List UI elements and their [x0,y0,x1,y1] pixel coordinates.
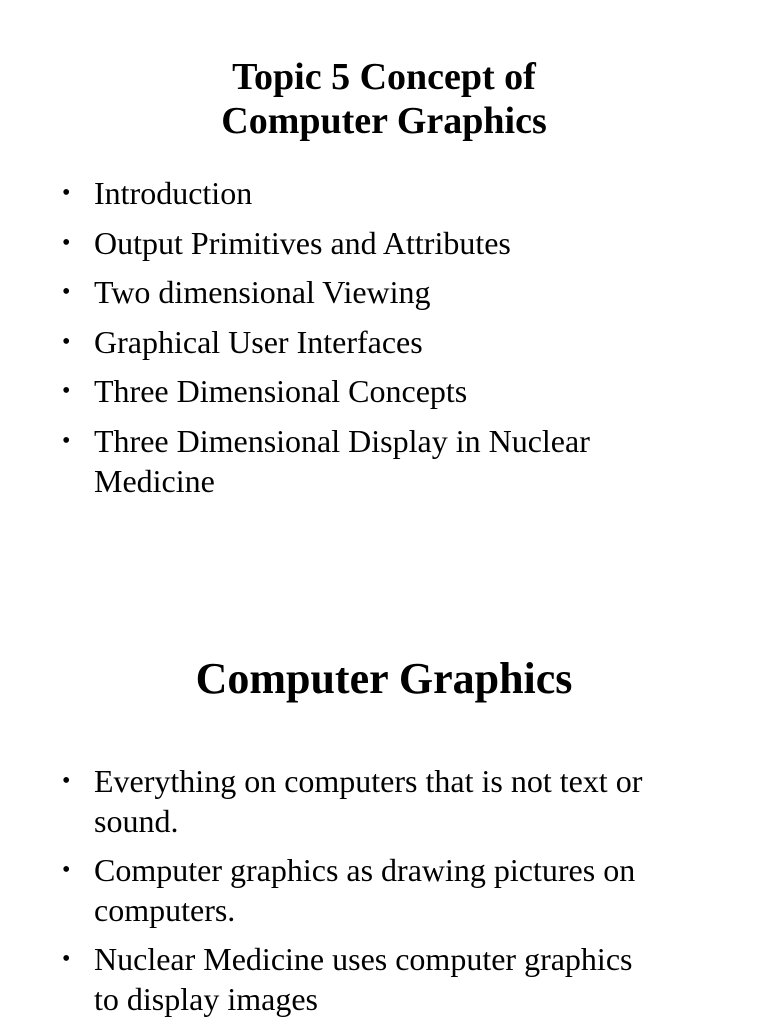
slide-title [0,55,768,143]
list-item-line: Computer graphics as drawing pictures on [94,852,636,888]
list-item-line: Medicine [94,462,215,499]
list-item-line: Output Primitives and Attributes [94,224,511,261]
bullet-icon: • [62,229,71,256]
list-item [0,371,590,411]
list-item-text [94,421,590,501]
bullet-list [0,173,590,510]
bullet-icon: • [62,427,71,454]
slide-title-line: Topic 5 Concept of [232,56,536,98]
list-item-line: sound. [94,803,179,839]
list-item [0,272,590,312]
list-item-text [94,223,590,263]
list-item-line: Everything on computers that is not text or [94,763,643,799]
list-item [0,939,642,1019]
list-item-text [94,761,642,841]
list-item-line: computers. [94,892,236,928]
bullet-icon: • [62,378,71,404]
list-item [0,421,590,501]
bullet-icon: • [62,180,71,206]
bullet-icon: • [62,279,71,305]
slide-topic-5 [0,0,768,512]
list-item-text [94,850,642,930]
bullet-list [0,761,642,1028]
list-item-line: Three Dimensional Concepts [94,373,468,409]
slide-title: Computer Graphics [195,654,573,703]
list-item [0,322,590,362]
list-item [0,173,590,213]
slide-title-line: Computer Graphics [221,100,547,142]
list-item [0,850,642,930]
list-item-line: Three Dimensional Display in Nuclear [94,422,590,459]
list-item-line: Two dimensional Viewing [94,274,431,310]
list-item [0,761,642,841]
list-item-text [94,322,590,362]
list-item-text [94,272,590,312]
bullet-icon: • [62,857,71,883]
slide-computer-graphics [0,512,768,1024]
list-item-text [94,939,642,1019]
bullet-icon: • [62,768,71,794]
list-item-text [94,371,590,411]
list-item [0,223,590,263]
bullet-icon: • [62,328,71,355]
list-item-line: to display images [94,981,318,1017]
bullet-icon: • [62,946,71,972]
list-item-text [94,173,590,213]
list-item-line: Graphical User Interfaces [94,323,423,360]
list-item-line: Nuclear Medicine uses computer graphics [94,941,633,977]
list-item-line: Introduction [94,175,253,211]
